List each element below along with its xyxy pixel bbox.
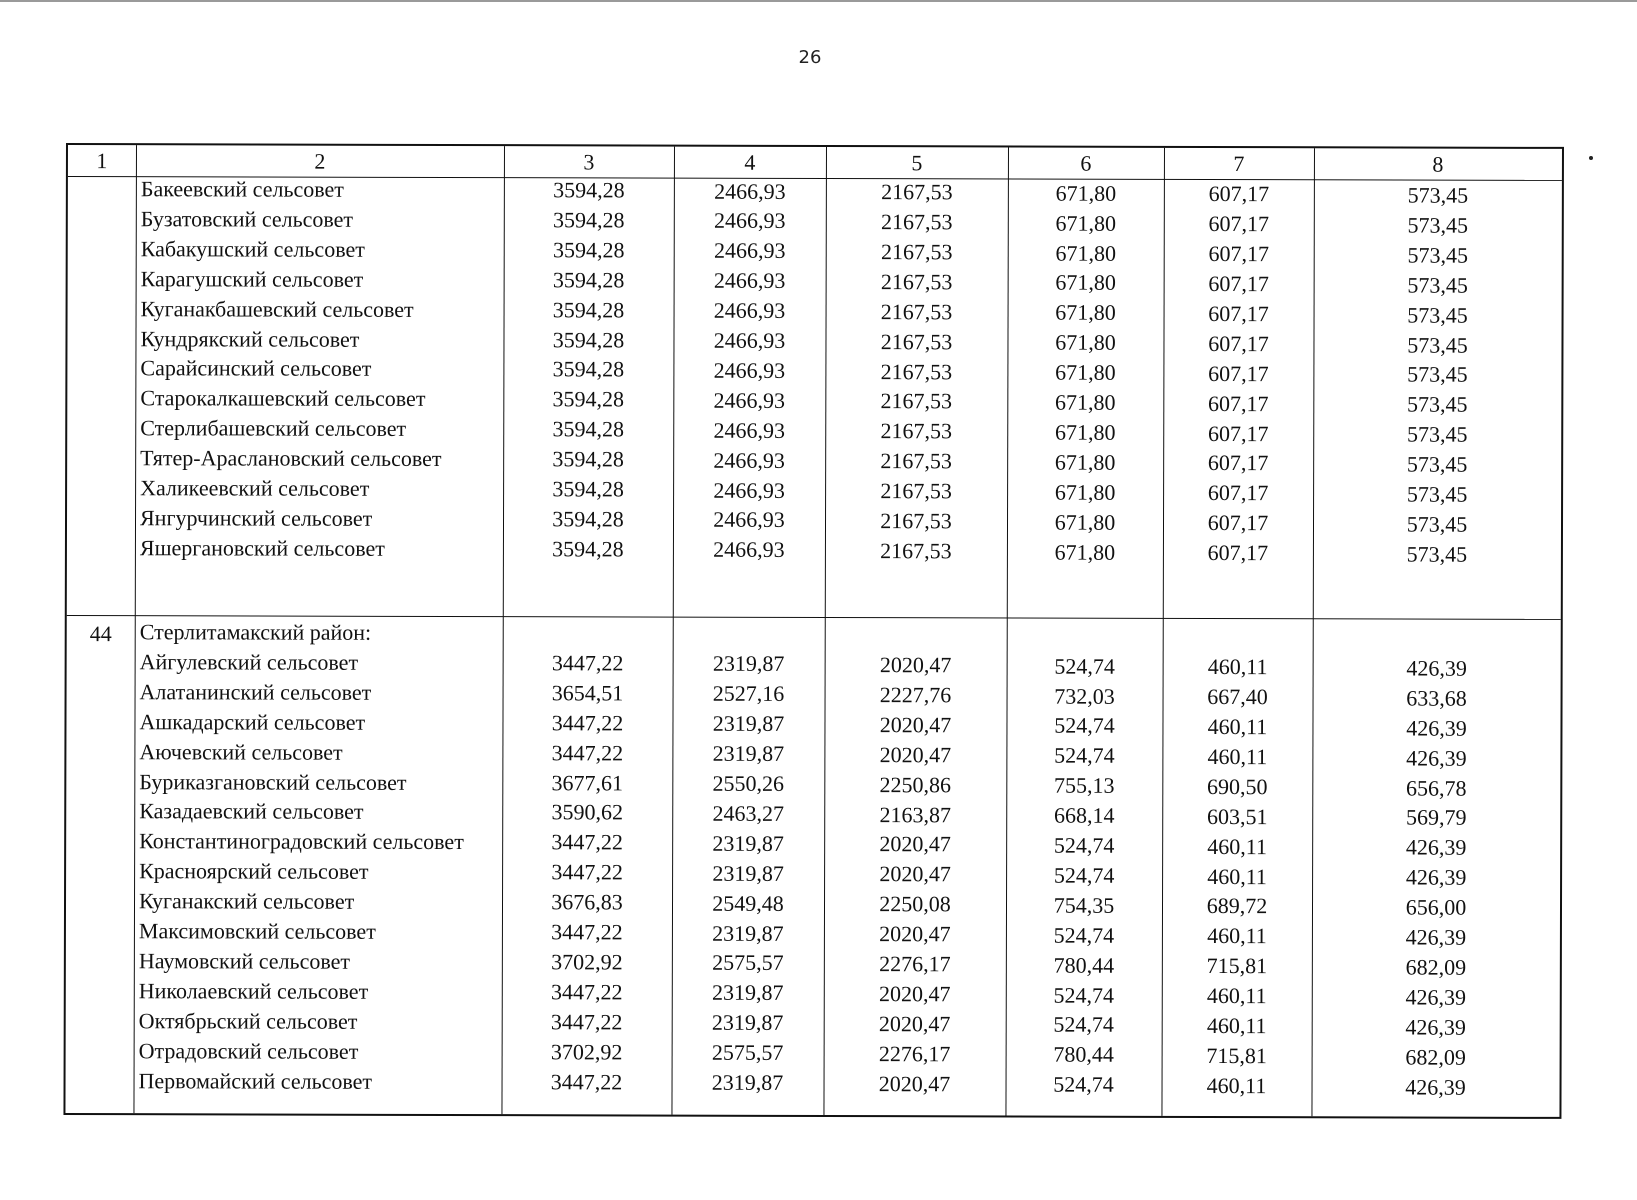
- value-cell-col-3: 3594,28: [553, 177, 625, 203]
- page-number: 26: [798, 47, 822, 68]
- value-cell-col-5: 2163,87: [879, 801, 952, 827]
- value-cell-col-4: 2466,93: [714, 208, 786, 234]
- value-cell-col-4: 2466,93: [713, 447, 785, 473]
- value-cell-col-8: 426,39: [1405, 864, 1467, 890]
- value-cell-col-3: 3594,28: [553, 207, 625, 233]
- value-cell-col-4: 2319,87: [711, 1069, 784, 1095]
- settlement-name: Куганакбашевский сельсовет: [140, 295, 414, 322]
- value-cell-col-7: 607,17: [1207, 420, 1269, 446]
- value-cell-col-5: 2020,47: [879, 861, 951, 887]
- value-cell-col-4: 2466,93: [713, 387, 786, 413]
- value-cell-col-5: 2020,47: [879, 831, 951, 857]
- value-cell-col-3: 3447,22: [551, 650, 624, 676]
- value-cell-col-4: 2466,93: [714, 178, 786, 204]
- value-cell-col-8: 573,45: [1407, 361, 1468, 388]
- value-cell-col-8: 573,45: [1406, 511, 1468, 537]
- settlement-name: Казадаевский сельсовет: [139, 798, 364, 825]
- value-cell-col-6: 668,14: [1053, 802, 1115, 828]
- value-cell-col-4: 2550,26: [712, 770, 785, 796]
- value-cell-col-4: 2466,93: [713, 537, 785, 563]
- group-title: Стерлитамакский район:: [139, 619, 372, 645]
- value-cell-col-5: 2167,53: [880, 538, 952, 564]
- value-cell-col-3: 3447,22: [551, 709, 624, 736]
- value-cell-col-7: 607,17: [1208, 241, 1269, 267]
- value-cell-col-5: 2020,47: [878, 1070, 951, 1097]
- value-cell-col-4: 2319,87: [712, 710, 785, 737]
- value-cell-col-5: 2276,17: [879, 951, 951, 977]
- value-cell-col-7: 607,17: [1207, 540, 1269, 566]
- value-cell-col-3: 3594,28: [552, 326, 625, 352]
- value-cell-col-5: 2020,47: [879, 652, 952, 678]
- column-header-4: 4: [744, 149, 756, 175]
- value-cell-col-8: 426,39: [1405, 1074, 1466, 1100]
- value-cell-col-6: 524,74: [1053, 862, 1115, 888]
- value-cell-col-8: 573,45: [1406, 421, 1468, 447]
- value-cell-col-8: 573,45: [1407, 242, 1468, 268]
- value-cell-col-7: 689,72: [1206, 893, 1268, 919]
- value-cell-col-5: 2167,53: [880, 418, 953, 444]
- value-cell-col-5: 2020,47: [879, 921, 951, 947]
- settlement-name: Халикеевский сельсовет: [140, 475, 370, 501]
- value-cell-col-5: 2250,08: [879, 891, 951, 917]
- value-cell-col-3: 3594,28: [552, 237, 625, 263]
- value-cell-col-4: 2466,93: [713, 477, 785, 503]
- settlement-name: Бузатовский сельсовет: [140, 206, 354, 232]
- value-cell-col-3: 3447,22: [551, 829, 623, 855]
- value-cell-col-3: 3594,28: [552, 416, 625, 442]
- value-cell-col-6: 671,80: [1054, 479, 1116, 505]
- value-cell-col-3: 3676,83: [551, 889, 623, 915]
- value-cell-col-8: 656,78: [1406, 775, 1467, 801]
- value-cell-col-7: 460,11: [1206, 1072, 1267, 1099]
- value-cell-col-3: 3702,92: [551, 949, 623, 975]
- value-cell-col-4: 2319,87: [712, 651, 785, 677]
- value-cell-col-6: 524,74: [1053, 982, 1115, 1008]
- value-cell-col-7: 460,11: [1206, 1013, 1267, 1039]
- value-cell-col-3: 3677,61: [551, 769, 624, 795]
- settlement-name: Ашкадарский сельсовет: [139, 708, 366, 735]
- value-cell-col-4: 2319,87: [712, 860, 784, 886]
- column-header-3: 3: [583, 149, 595, 175]
- value-cell-col-6: 671,80: [1055, 210, 1117, 236]
- value-cell-col-3: 3447,22: [551, 919, 623, 945]
- value-cell-col-5: 2250,86: [879, 771, 952, 798]
- settlement-name: Отрадовский сельсовет: [138, 1037, 359, 1064]
- value-cell-col-8: 426,39: [1406, 715, 1467, 741]
- value-cell-col-5: 2020,47: [879, 712, 952, 738]
- settlement-name: Красноярский сельсовет: [139, 858, 369, 884]
- value-cell-col-5: 2020,47: [878, 1011, 951, 1037]
- value-cell-col-6: 671,80: [1055, 180, 1117, 206]
- settlement-name: Николаевский сельсовет: [138, 977, 369, 1004]
- value-cell-col-4: 2527,16: [712, 681, 785, 707]
- settlement-name: Аючевский сельсовет: [139, 738, 343, 765]
- value-cell-col-7: 607,17: [1207, 480, 1269, 506]
- value-cell-col-6: 671,80: [1055, 240, 1116, 266]
- value-cell-col-5: 2167,53: [881, 209, 953, 235]
- value-cell-col-6: 755,13: [1054, 772, 1115, 799]
- value-cell-col-4: 2575,57: [711, 1039, 784, 1066]
- value-cell-col-3: 3654,51: [551, 680, 624, 706]
- value-cell-col-7: 607,17: [1208, 271, 1269, 297]
- value-cell-col-8: 573,45: [1407, 302, 1468, 328]
- settlement-name: Буриказгановский сельсовет: [139, 768, 407, 795]
- value-cell-col-3: 3702,92: [550, 1038, 623, 1065]
- settlement-name: Бакеевский сельсовет: [140, 176, 344, 202]
- value-cell-col-4: 2466,93: [713, 417, 786, 443]
- settlement-name: Старокалкашевский сельсовет: [140, 385, 426, 412]
- settlement-name: Кундрякский сельсовет: [140, 325, 360, 352]
- value-cell-col-8: 569,79: [1405, 804, 1467, 831]
- value-cell-col-8: 682,09: [1405, 954, 1467, 980]
- data-table: [63, 143, 1564, 1119]
- value-cell-col-4: 2549,48: [712, 890, 784, 916]
- value-cell-col-7: 690,50: [1207, 773, 1268, 800]
- value-cell-col-7: 607,17: [1208, 211, 1270, 237]
- value-cell-col-6: 780,44: [1053, 1041, 1114, 1068]
- value-cell-col-7: 607,17: [1207, 510, 1269, 536]
- value-cell-col-6: 732,03: [1054, 683, 1115, 709]
- value-cell-col-8: 573,45: [1407, 212, 1469, 238]
- value-cell-col-6: 671,80: [1054, 539, 1116, 565]
- column-header-7: 7: [1233, 151, 1245, 177]
- value-cell-col-7: 715,81: [1206, 953, 1268, 979]
- value-cell-col-8: 573,45: [1407, 272, 1468, 298]
- value-cell-col-7: 603,51: [1206, 803, 1268, 829]
- value-cell-col-5: 2167,53: [880, 508, 952, 534]
- value-cell-col-8: 573,45: [1407, 332, 1468, 358]
- top-rule: [0, 0, 1637, 2]
- value-cell-col-4: 2319,87: [712, 830, 784, 856]
- value-cell-col-6: 754,35: [1053, 892, 1115, 918]
- value-cell-col-6: 671,80: [1054, 449, 1116, 475]
- value-cell-col-6: 780,44: [1053, 952, 1115, 978]
- value-cell-col-5: 2167,53: [880, 358, 953, 384]
- value-cell-col-6: 671,80: [1054, 509, 1116, 535]
- value-cell-col-7: 607,17: [1207, 450, 1269, 476]
- value-cell-col-6: 671,80: [1055, 389, 1116, 415]
- value-cell-col-3: 3594,28: [552, 446, 624, 472]
- table-row: [67, 532, 1561, 567]
- value-cell-col-4: 2575,57: [712, 950, 784, 976]
- column-header-1: 1: [96, 148, 108, 174]
- value-cell-col-6: 524,74: [1053, 1071, 1114, 1098]
- settlement-name: Наумовский сельсовет: [138, 948, 351, 974]
- value-cell-col-6: 524,74: [1054, 742, 1115, 769]
- value-cell-col-8: 426,39: [1405, 834, 1467, 860]
- value-cell-col-3: 3590,62: [551, 799, 624, 825]
- value-cell-col-7: 607,17: [1208, 330, 1269, 357]
- value-cell-col-4: 2466,93: [713, 267, 786, 294]
- value-cell-col-4: 2319,87: [711, 980, 784, 1006]
- value-cell-col-3: 3594,28: [552, 296, 625, 323]
- value-cell-col-6: 524,74: [1053, 1012, 1114, 1038]
- settlement-name: Октябрьский сельсовет: [138, 1007, 358, 1034]
- value-cell-col-7: 460,11: [1207, 863, 1267, 889]
- value-cell-col-8: 573,45: [1406, 451, 1468, 477]
- value-cell-col-4: 2319,87: [712, 920, 784, 946]
- value-cell-col-5: 2020,47: [878, 981, 951, 1007]
- value-cell-col-6: 671,80: [1055, 329, 1116, 356]
- settlement-name: Максимовский сельсовет: [138, 918, 376, 944]
- value-cell-col-3: 3594,28: [552, 356, 625, 382]
- value-cell-col-4: 2466,93: [713, 507, 785, 533]
- value-cell-col-6: 524,74: [1053, 832, 1115, 858]
- column-header-6: 6: [1080, 150, 1092, 176]
- column-header-2: 2: [314, 148, 326, 174]
- value-cell-col-5: 2167,53: [880, 388, 953, 414]
- value-cell-col-8: 573,45: [1407, 391, 1468, 417]
- value-cell-col-5: 2276,17: [878, 1040, 951, 1067]
- value-cell-col-3: 3447,22: [550, 1008, 623, 1035]
- value-cell-col-5: 2227,76: [879, 682, 952, 708]
- value-cell-col-4: 2466,93: [713, 238, 786, 264]
- value-cell-col-8: 426,39: [1406, 655, 1467, 681]
- value-cell-col-6: 671,80: [1054, 419, 1116, 445]
- value-cell-col-6: 671,80: [1055, 299, 1116, 326]
- value-cell-col-8: 573,45: [1406, 481, 1468, 507]
- settlement-name: Янгурчинский сельсовет: [139, 505, 373, 531]
- value-cell-col-7: 460,11: [1207, 923, 1267, 949]
- settlement-name: Тятер-Арaслановский сельсовет: [140, 445, 442, 472]
- value-cell-col-8: 573,45: [1406, 541, 1468, 567]
- value-cell-col-7: 460,11: [1207, 743, 1268, 770]
- value-cell-col-7: 607,17: [1208, 360, 1269, 386]
- table-row: [66, 1065, 1560, 1100]
- value-cell-col-4: 2319,87: [712, 740, 785, 767]
- value-cell-col-3: 3594,28: [552, 266, 625, 293]
- value-cell-col-8: 426,39: [1405, 924, 1467, 950]
- value-cell-col-4: 2463,27: [712, 800, 785, 826]
- settlement-name: Кабакушский сельсовет: [140, 235, 365, 262]
- settlement-name: Куганакский сельсовет: [138, 888, 355, 914]
- column-header-5: 5: [911, 150, 923, 176]
- value-cell-col-7: 460,11: [1207, 714, 1268, 740]
- value-cell-col-5: 2167,53: [881, 179, 953, 205]
- value-cell-col-5: 2167,53: [880, 478, 952, 504]
- value-cell-col-7: 667,40: [1207, 684, 1268, 710]
- value-cell-col-7: 460,11: [1207, 654, 1268, 680]
- scan-speck: [1589, 156, 1593, 160]
- value-cell-col-5: 2167,53: [880, 328, 953, 355]
- value-cell-col-8: 633,68: [1406, 685, 1467, 711]
- value-cell-col-6: 524,74: [1053, 922, 1115, 948]
- value-cell-col-3: 3594,28: [552, 506, 624, 532]
- value-cell-col-3: 3447,22: [551, 739, 624, 766]
- settlement-name: Стерлибашевский сельсовет: [140, 415, 407, 442]
- value-cell-col-3: 3447,22: [550, 979, 623, 1005]
- value-cell-col-3: 3447,22: [551, 859, 623, 885]
- value-cell-col-5: 2167,53: [880, 298, 953, 325]
- value-cell-col-7: 460,11: [1206, 983, 1267, 1009]
- value-cell-col-5: 2167,53: [880, 448, 952, 474]
- value-cell-col-4: 2466,93: [713, 357, 786, 383]
- value-cell-col-3: 3447,22: [550, 1068, 623, 1094]
- value-cell-col-3: 3594,28: [552, 386, 625, 412]
- value-cell-col-8: 573,45: [1407, 182, 1469, 208]
- value-cell-col-5: 2167,53: [880, 239, 953, 265]
- value-cell-col-7: 715,81: [1206, 1042, 1267, 1069]
- value-cell-col-8: 426,39: [1405, 1014, 1466, 1040]
- value-cell-col-3: 3594,28: [552, 476, 624, 502]
- value-cell-col-4: 2466,93: [713, 297, 786, 324]
- value-cell-col-8: 426,39: [1406, 745, 1467, 771]
- value-cell-col-4: 2319,87: [711, 1009, 784, 1036]
- value-cell-col-7: 607,17: [1208, 390, 1269, 416]
- value-cell-col-4: 2466,93: [713, 327, 786, 353]
- value-cell-col-8: 656,00: [1405, 894, 1467, 920]
- value-cell-col-5: 2167,53: [880, 269, 953, 295]
- settlement-name: Карагушский сельсовет: [140, 265, 364, 292]
- settlement-name: Айгулевский сельсовет: [139, 649, 359, 675]
- value-cell-col-6: 524,74: [1054, 653, 1115, 679]
- group-number: 44: [89, 621, 112, 647]
- value-cell-col-7: 607,17: [1208, 181, 1270, 207]
- value-cell-col-7: 607,17: [1208, 300, 1269, 327]
- settlement-name: Константиноградовский сельсовет: [139, 828, 464, 855]
- settlement-name: Первомайский сельсовет: [138, 1067, 373, 1094]
- value-cell-col-8: 426,39: [1405, 984, 1467, 1010]
- settlement-name: Сарайсинский сельсовет: [140, 355, 372, 382]
- value-cell-col-3: 3594,28: [552, 536, 624, 562]
- value-cell-col-6: 524,74: [1054, 713, 1115, 739]
- value-cell-col-7: 460,11: [1207, 833, 1268, 859]
- value-cell-col-6: 671,80: [1055, 270, 1116, 296]
- settlement-name: Алатанинский сельсовет: [139, 678, 372, 705]
- value-cell-col-6: 671,80: [1055, 359, 1116, 385]
- value-cell-col-8: 682,09: [1405, 1044, 1466, 1070]
- settlement-name: Яшергановский сельсовет: [139, 534, 385, 561]
- value-cell-col-5: 2020,47: [879, 741, 952, 768]
- column-header-8: 8: [1432, 151, 1444, 177]
